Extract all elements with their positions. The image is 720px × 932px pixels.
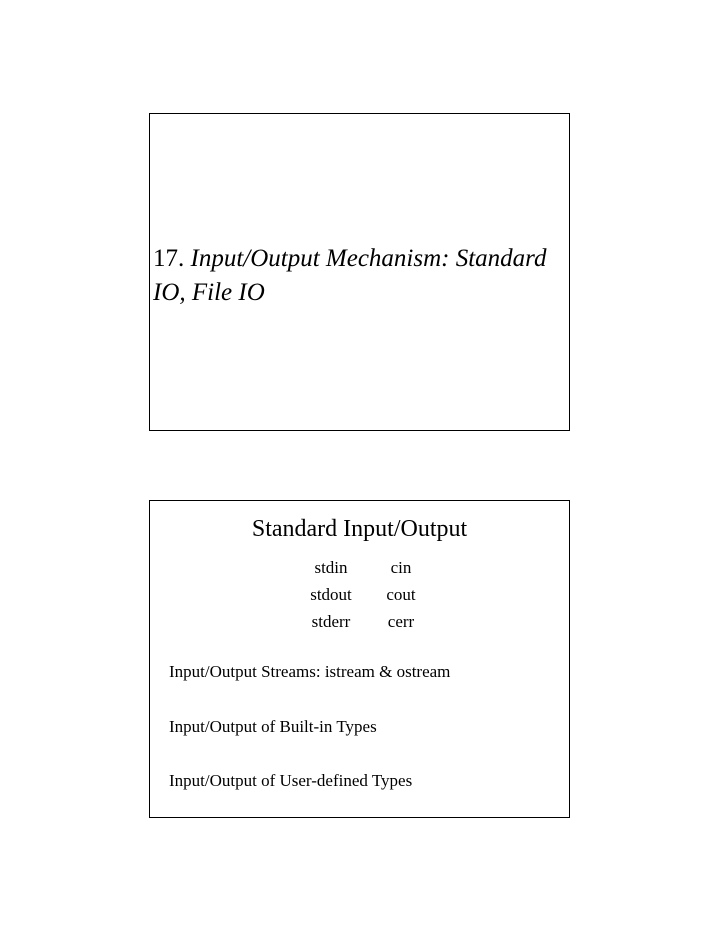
stream-name: stderr xyxy=(311,612,351,631)
stream-row xyxy=(286,554,426,581)
stream-object: cerr xyxy=(387,612,415,631)
slide-standard-io xyxy=(149,500,570,818)
stream-name: stdin xyxy=(314,558,348,577)
slide-heading: Standard Input/Output xyxy=(251,516,468,542)
topic-item: Input/Output of User-defined Types xyxy=(169,771,413,790)
stream-row xyxy=(286,608,426,635)
stream-row xyxy=(286,581,426,608)
chapter-title: Input/Output Mechanism: Standard IO, File IO xyxy=(153,245,547,306)
topic-item: Input/Output of Built-in Types xyxy=(169,717,377,736)
chapter-number: 17. xyxy=(153,245,185,272)
stream-name: stdout xyxy=(310,585,352,604)
stream-object: cin xyxy=(390,558,412,577)
stream-object: cout xyxy=(386,585,416,604)
stream-table xyxy=(286,554,426,635)
slide-title xyxy=(153,242,571,310)
slide-title-card xyxy=(149,113,570,431)
topic-item: Input/Output Streams: istream & ostream xyxy=(169,662,451,681)
